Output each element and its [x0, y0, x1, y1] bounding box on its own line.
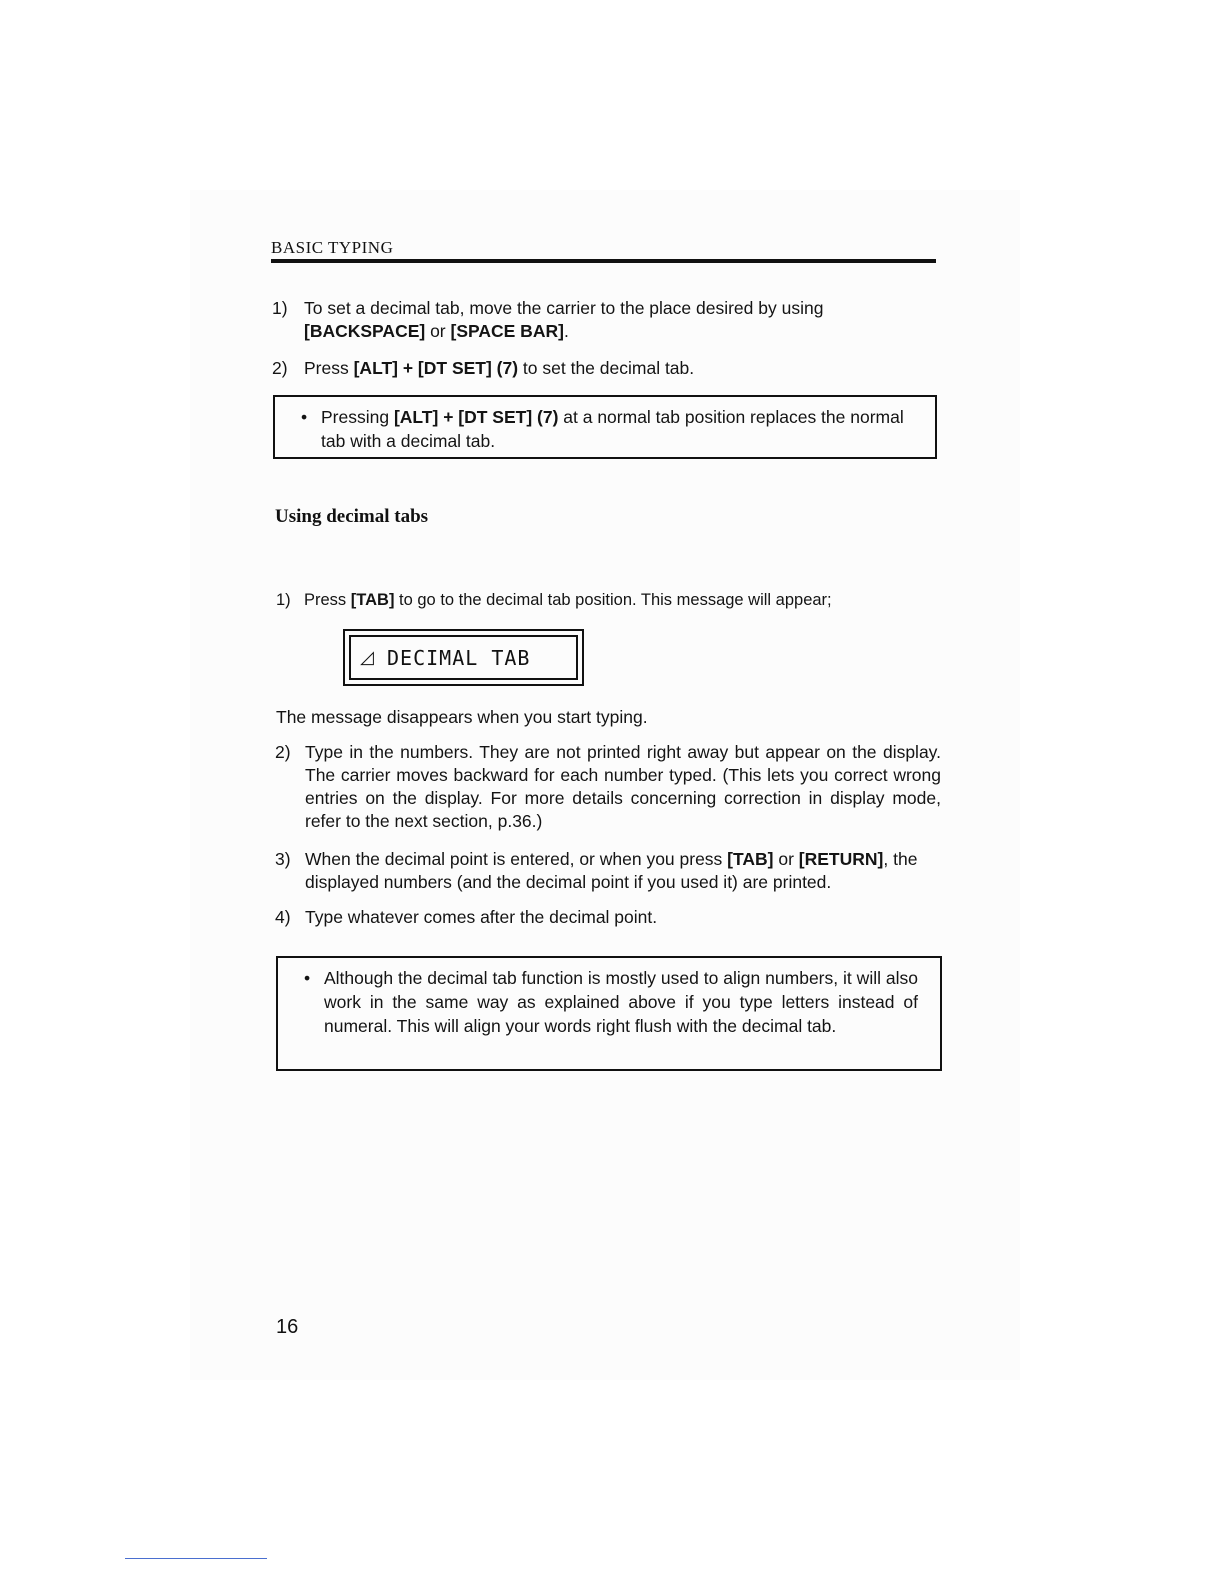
note-text	[321, 405, 913, 453]
text-run: Type in the numbers. They are not printed right away but appear on the display. The carrier moves backward for each number typed. (This lets you correct wrong entries on the display. For more details concerning correction in display mode, refer to the next section, p.36.)	[305, 742, 941, 831]
key-label: [TAB]	[727, 849, 774, 869]
text-run: at a normal tab position replaces the normal tab with a decimal tab.	[321, 407, 904, 451]
section-title: Using decimal tabs	[275, 506, 429, 527]
lcd-message: DECIMAL TAB	[387, 646, 531, 670]
text-run: Although the decimal tab function is mostly used to align numbers, it will also work in the same way as explained above if you type letters instead of numeral. This will align your words right flush with the decimal tab.	[324, 968, 918, 1036]
text-run: Press	[304, 358, 354, 378]
text-run: or	[425, 321, 451, 341]
step-text	[305, 741, 941, 833]
key-label: [BACKSPACE]	[304, 321, 426, 341]
step-number: 1)	[276, 591, 291, 609]
step-number: 2)	[272, 358, 288, 378]
running-header: BASIC TYPING	[271, 238, 394, 257]
step-use-2	[275, 741, 941, 833]
message-note: The message disappears when you start typing.	[276, 707, 648, 727]
step-press-tab	[276, 589, 956, 612]
lcd-display	[343, 629, 584, 686]
text-run: or	[773, 849, 799, 869]
step-number: 1)	[272, 298, 288, 318]
note-text	[324, 966, 918, 1038]
text-run: to go to the decimal tab position. This message will appear;	[394, 591, 832, 609]
bullet: •	[301, 407, 308, 427]
step-text	[304, 589, 956, 612]
step-text	[305, 848, 941, 894]
step-set-1	[272, 297, 938, 343]
step-number: 4)	[275, 907, 291, 927]
step-number: 2)	[275, 742, 291, 762]
step-text	[304, 357, 938, 380]
lcd-inner-frame	[349, 635, 578, 680]
header-rule	[271, 259, 936, 263]
text-run: , the displayed numbers (and the decimal point if you used it) are printed.	[305, 849, 918, 892]
text-run: to set the decimal tab.	[518, 358, 695, 378]
step-use-4	[275, 906, 941, 929]
step-text	[305, 906, 941, 929]
note-box-letters	[276, 956, 942, 1071]
text-run: Press	[304, 591, 351, 609]
key-label: [ALT] + [DT SET] (7)	[393, 407, 559, 427]
text-run: To set a decimal tab, move the carrier to the place desired by using	[304, 298, 824, 318]
key-label: [SPACE BAR]	[450, 321, 564, 341]
step-text	[304, 297, 938, 343]
footer-line	[125, 1558, 267, 1559]
tab-marker-icon: ◿	[360, 647, 374, 667]
bullet: •	[304, 968, 311, 988]
key-label: [ALT] + [DT SET] (7)	[353, 358, 519, 378]
note-box-replace	[273, 395, 937, 459]
step-set-2	[272, 357, 938, 380]
text-run: .	[563, 321, 569, 341]
step-use-3	[275, 848, 941, 894]
page-number: 16	[276, 1316, 299, 1338]
text-run: When the decimal point is entered, or when you press	[305, 849, 728, 869]
text-run: Pressing	[321, 407, 394, 427]
text-run: Type whatever comes after the decimal point.	[305, 907, 658, 927]
key-label: [RETURN]	[798, 849, 884, 869]
key-label: [TAB]	[350, 591, 395, 609]
step-number: 3)	[275, 849, 291, 869]
